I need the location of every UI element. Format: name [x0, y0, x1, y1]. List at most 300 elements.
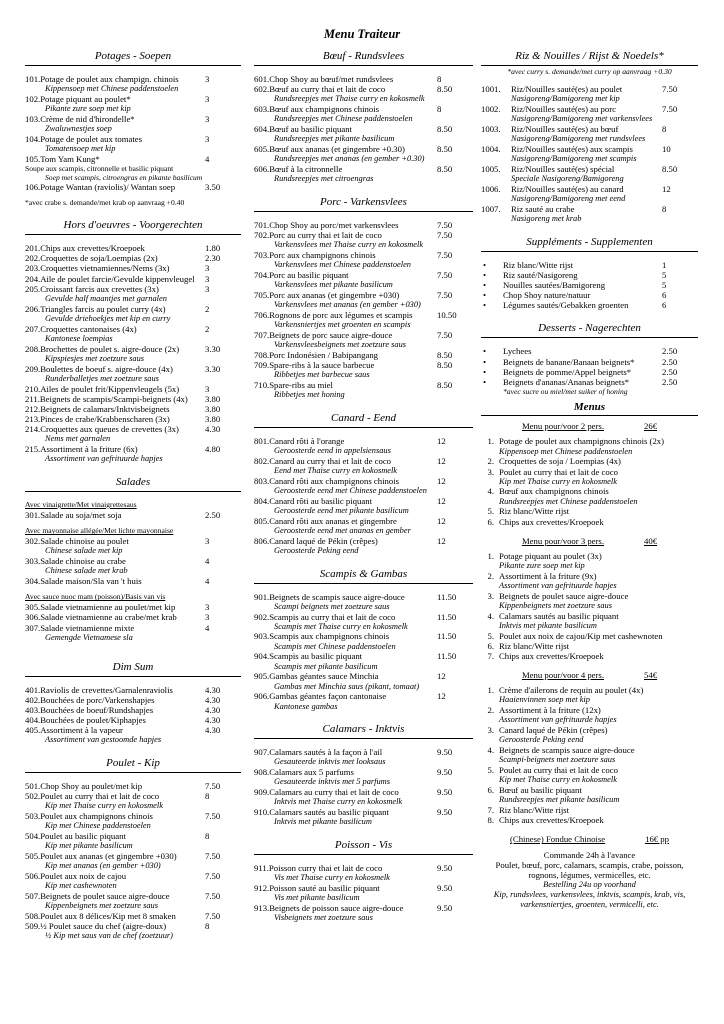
course-translation: Rundsreepjes met Chinese paddenstoelen — [499, 496, 638, 506]
item-number: 215. — [25, 444, 41, 455]
spacer — [481, 661, 698, 667]
item-number: 605. — [254, 144, 270, 155]
menu-item — [254, 144, 473, 154]
item-number: 906. — [254, 691, 270, 702]
item-translation: ½ Kip met saus van de chef (zoetzuur) — [45, 931, 173, 941]
menu-item — [254, 691, 473, 701]
item-price: 9.50 — [437, 903, 453, 914]
item-translation: Vis met pikante basilicum — [274, 893, 360, 903]
item-name: Croquettes aux queues de crevettes (3x) — [40, 424, 179, 435]
course-name: Croquettes de soja / Loempias (4x) — [499, 456, 621, 467]
item-number: 901. — [254, 591, 270, 602]
item-price: 12 — [662, 183, 671, 194]
menu-item — [25, 831, 241, 841]
menu-item — [25, 911, 241, 921]
item-name: Bouchées de boeuf/Rundshapjes — [40, 704, 154, 715]
item-price: 9.50 — [437, 883, 453, 894]
item-number: 805. — [254, 515, 270, 526]
item-translation: Geroosterde eend in appelsiensaus — [274, 446, 391, 456]
section-header: Canard - Eend — [254, 412, 473, 428]
item-price: 12 — [437, 515, 446, 526]
item-translation: Inktvis met pikante basilicum — [274, 817, 372, 827]
item-name: Chips aux crevettes/Kroepoek — [40, 243, 145, 254]
item-translation: Vis met Thaise curry en kokosmelk — [274, 873, 390, 883]
spacer — [481, 310, 698, 316]
menu-course — [481, 745, 698, 755]
course-name: Beignets de poulet sauce aigre-douce — [499, 590, 629, 601]
item-price: 4 — [205, 622, 210, 633]
menu-item — [254, 220, 473, 230]
item-number: 404. — [25, 715, 41, 725]
menu-item — [25, 274, 241, 284]
item-name: Bœuf à la citronnelle — [269, 163, 343, 174]
section-header: Hors d'oeuvres - Voorgerechten — [25, 219, 241, 235]
item-price: 4.30 — [205, 715, 221, 725]
section-header: Suppléments - Supplementen — [481, 236, 698, 252]
item-price: 7.50 — [205, 811, 221, 822]
menu-item — [254, 671, 473, 681]
item-name: Boulettes de boeuf s. aigre-douce (4x) — [40, 363, 173, 374]
item-price: 4.30 — [205, 424, 221, 435]
order-note-translation: Bestelling 24u op voorhand — [543, 879, 636, 889]
menu-item — [254, 651, 473, 661]
menu-item — [25, 94, 241, 104]
menus-title: Menus — [481, 402, 698, 416]
item-translation: Nasigoreng/Bamigoreng met scampis — [511, 154, 637, 164]
menu-course — [481, 631, 698, 641]
course-name: Chips aux crevettes/Kroepoek — [499, 651, 604, 661]
salad-base-label: Avec mayonnaise allégée/Met lichte mayonnaise — [25, 526, 174, 536]
item-name: Beignets de calamars/Inktvisbeignets — [40, 403, 170, 414]
item-number: 402. — [25, 694, 41, 705]
section-header: Scampis & Gambas — [254, 568, 473, 584]
menu-item — [25, 344, 241, 354]
spacer — [254, 827, 473, 833]
menu-item — [25, 304, 241, 314]
menu-course — [481, 685, 698, 695]
item-number: 1002. — [481, 103, 501, 114]
item-number: 804. — [254, 495, 270, 506]
item-translation: Rundsreepjes met ananas (en gember +0.30) — [274, 154, 425, 164]
menu-item — [254, 310, 473, 320]
item-price: 12 — [437, 475, 446, 486]
course-name: Poulet au curry thai et lait de coco — [499, 765, 618, 776]
menu-course — [481, 651, 698, 661]
bullet-item — [481, 270, 698, 280]
spacer — [25, 745, 241, 751]
item-translation: Kippensoep met Chinese paddenstoelen — [45, 84, 179, 94]
item-number: 903. — [254, 631, 270, 642]
menu-item — [25, 705, 241, 715]
item-translation: Geroosterde eend met pikante basilicum — [274, 505, 409, 515]
menu-item — [254, 807, 473, 817]
item-name: Spare-ribs au miel — [269, 379, 333, 390]
item-description: Soupe aux scampis, citronnelle et basilic piquant — [25, 163, 174, 173]
menu-course — [481, 805, 698, 815]
item-translation: Assortiment van gestoomde hapjes — [45, 735, 162, 745]
course-number: 1. — [487, 436, 494, 447]
menu-item — [254, 84, 473, 94]
item-number: 103. — [25, 113, 41, 124]
item-number: 212. — [25, 403, 41, 414]
item-price: 9.50 — [437, 747, 453, 758]
section-header: Poulet - Kip — [25, 757, 241, 773]
item-price: 4 — [205, 556, 210, 567]
item-name: Triangles farcis au poulet curry (4x) — [40, 303, 166, 314]
course-translation: Scampi-beignets met zoetzure saus — [499, 755, 616, 765]
menu-4-header — [481, 670, 698, 680]
item-name: Riz/Nouilles sauté(es) au bœuf — [511, 123, 619, 134]
menu-course — [481, 456, 698, 466]
course-name: Assortiment à la friture (9x) — [499, 570, 597, 581]
item-name: Potage Wantan (raviolis)/ Wantan soep — [40, 181, 176, 192]
item-price: 8.50 — [437, 379, 453, 390]
item-price: 3.30 — [205, 363, 221, 374]
item-number: 306. — [25, 612, 41, 623]
item-name: Scampis au curry thai et lait de coco — [269, 611, 396, 622]
item-translation: Visbeignets met zoetzure saus — [274, 913, 373, 923]
bullet-item — [481, 367, 698, 377]
menu-item — [25, 871, 241, 881]
course-translation: Inktvis met pikante basilicum — [499, 620, 597, 630]
menu-label: Menu pour/voor 2 pers. — [521, 421, 604, 432]
bullet: • — [483, 290, 487, 301]
order-note: Commande 24h à l'avance — [543, 849, 636, 860]
item-name: Spare-ribs à la sauce barbecue — [269, 359, 375, 370]
menu-item — [254, 164, 473, 174]
menu-item — [481, 204, 698, 214]
item-number: 708. — [254, 349, 270, 360]
item-price: 3.80 — [205, 403, 221, 414]
item-translation: Varkensvlees met Chinese paddenstoelen — [274, 260, 411, 270]
item-price: 3.30 — [205, 343, 221, 354]
item-translation: Scampi beignets met zoetzure saus — [274, 601, 390, 611]
item-price: 3.80 — [205, 393, 221, 404]
item-name: Aile de poulet farcie/Gevulde kippenvleugel — [40, 273, 195, 284]
item-translation: Nasigoreng/Bamigoreng met rundsvlees — [511, 134, 646, 144]
menu-item — [25, 576, 241, 586]
spacer — [25, 941, 241, 947]
item-name: Beignets de scampis sauce aigre-douce — [269, 591, 405, 602]
bullet: • — [483, 346, 487, 357]
menu-item — [481, 184, 698, 194]
bullet: • — [483, 279, 487, 290]
menu-item — [254, 380, 473, 390]
menu-item — [25, 182, 241, 192]
item-translation: Tomatensoep met kip — [45, 144, 116, 154]
column-right — [481, 50, 698, 909]
item-name: Salade chinoise au crabe — [40, 556, 126, 567]
course-name: Riz blanc/Witte rijst — [499, 506, 570, 517]
item-price: 7.50 — [437, 250, 453, 261]
item-price: 3 — [205, 383, 210, 394]
bullet-item — [481, 290, 698, 300]
course-translation: Haaienvinnen soep met kip — [499, 695, 590, 705]
item-number: 214. — [25, 424, 41, 435]
item-translation: Varkensniertjes met groenten en scampis — [274, 320, 411, 330]
item-number: 203. — [25, 263, 41, 274]
course-number: 2. — [487, 705, 494, 716]
item-price: 2.50 — [662, 366, 678, 377]
page-title: Menu Traiteur — [323, 27, 401, 41]
item-number: 305. — [25, 602, 41, 613]
menu-item — [254, 270, 473, 280]
item-name: Beignets de pomme/Appel beignets* — [503, 366, 632, 377]
bullet-item — [481, 300, 698, 310]
item-number: 504. — [25, 831, 41, 842]
item-price: 2.50 — [205, 510, 221, 521]
item-price: 4.80 — [205, 444, 221, 455]
item-name: Canard rôti aux champignons chinois — [269, 475, 400, 486]
item-number: 206. — [25, 303, 41, 314]
item-price: 4 — [205, 576, 210, 587]
item-translation: Gambas met Minchia saus (pikant, tomaat) — [274, 681, 420, 691]
item-price: 12 — [437, 435, 446, 446]
item-price: 7.50 — [437, 269, 453, 280]
menu-item — [254, 612, 473, 622]
item-price: 2 — [205, 323, 210, 334]
item-price: 12 — [437, 535, 446, 546]
item-number: 905. — [254, 671, 270, 682]
item-name: Bœuf aux champignons chinois — [269, 104, 379, 115]
menu-item — [254, 787, 473, 797]
item-translation: Gesauteerde inktvis met 5 parfums — [274, 777, 390, 787]
item-name: Potage de poulet aux tomates — [40, 133, 143, 144]
menu-course — [481, 486, 698, 496]
section-header: Dim Sum — [25, 661, 241, 677]
item-translation: Scampis met pikante basilicum — [274, 661, 378, 671]
course-name: Chips aux crevettes/Kroepoek — [499, 815, 604, 826]
item-price: 3 — [205, 283, 210, 294]
spacer — [25, 207, 241, 213]
course-name: Bœuf aux champignons chinois — [499, 486, 609, 497]
item-name: Porc aux ananas (et gingembre +030) — [269, 289, 400, 300]
item-translation: Speciale Nasigoreng/Bamigoreng — [511, 173, 624, 183]
menu-item — [254, 360, 473, 370]
spacer — [481, 527, 698, 533]
menu-item — [25, 602, 241, 612]
item-translation: Ribbetjes met honing — [274, 390, 345, 400]
bullet-item — [481, 377, 698, 387]
menu-item — [25, 695, 241, 705]
item-price: 1.80 — [205, 243, 221, 254]
menu-item — [254, 436, 473, 446]
menu-2-header — [481, 421, 698, 431]
course-number: 1. — [487, 685, 494, 696]
item-number: 106. — [25, 181, 41, 192]
item-name: Calamars sautés au basilic piquant — [269, 807, 389, 818]
item-name: Porc Indonésien / Babipangang — [269, 349, 379, 360]
item-price: 8 — [205, 921, 210, 932]
item-number: 803. — [254, 475, 270, 486]
menu-3-header — [481, 536, 698, 546]
bullet: • — [483, 300, 487, 311]
course-name: Calamars sautés au basilic piquant — [499, 610, 619, 621]
item-translation: Runderballetjes met zoetzure saus — [45, 373, 159, 383]
menu-item — [25, 444, 241, 454]
item-name: Rognons de porc aux légumes et scampis — [269, 309, 413, 320]
item-translation: Varkensvlees met Thaise curry en kokosmelk — [274, 240, 424, 250]
item-translation: Chinese salade met krab — [45, 566, 128, 576]
item-name: Bœuf au curry thai et lait de coco — [269, 84, 386, 95]
item-name: Beignets d'ananas/Ananas beignets* — [503, 376, 630, 387]
item-number: 1001. — [481, 84, 501, 94]
bullet-item — [481, 357, 698, 367]
item-number: 704. — [254, 269, 270, 280]
menu-price: 40€ — [644, 535, 658, 546]
item-number: 201. — [25, 243, 41, 254]
item-price: 7.50 — [662, 103, 678, 114]
item-number: 213. — [25, 413, 41, 424]
item-price: 2.50 — [662, 376, 678, 387]
item-number: 307. — [25, 622, 41, 633]
item-price: 8.50 — [437, 144, 453, 155]
menu-item — [254, 74, 473, 84]
item-price: 10 — [662, 143, 671, 154]
item-price: 8.50 — [437, 163, 453, 174]
spacer — [25, 464, 241, 470]
item-price: 4.30 — [205, 694, 221, 705]
item-name: Riz blanc/Witte rijst — [503, 259, 574, 270]
menu-item — [25, 612, 241, 622]
item-name: Salade vietnamienne au crabe/met krab — [40, 612, 177, 623]
item-translation: Eend met Thaise curry en kokosmelk — [274, 465, 398, 475]
item-translation: Kip met cashewnoten — [45, 881, 117, 891]
item-number: 603. — [254, 104, 270, 115]
item-name: Poulet aux champignons chinois — [40, 811, 153, 822]
item-name: Raviolis de crevettes/Garnalenraviolis — [40, 684, 173, 695]
item-number: 709. — [254, 359, 270, 370]
menu-item — [25, 781, 241, 791]
menu-item — [25, 725, 241, 735]
menu-item — [25, 623, 241, 633]
item-name: Scampis aux champignons chinois — [269, 631, 390, 642]
spacer — [254, 184, 473, 190]
item-name: Potage de poulet aux champign. chinois — [40, 74, 179, 84]
section-header: Calamars - Inktvis — [254, 723, 473, 739]
item-number: 710. — [254, 379, 270, 390]
menu-item — [254, 496, 473, 506]
menu-item — [254, 747, 473, 757]
item-price: 8.50 — [437, 124, 453, 135]
item-number: 502. — [25, 791, 41, 802]
item-translation: Nasigoreng/Bamigoreng met kip — [511, 94, 620, 104]
item-translation: Rundsreepjes met pikante basilicum — [274, 134, 395, 144]
course-name: Potage de poulet aux champignons chinois (2x) — [499, 436, 665, 447]
item-number: 208. — [25, 343, 41, 354]
item-name: Canard rôti à l'orange — [269, 435, 345, 446]
course-number: 7. — [487, 805, 494, 816]
course-number: 5. — [487, 506, 494, 517]
section-header: Porc - Varkensvlees — [254, 196, 473, 212]
item-price: 8 — [437, 74, 442, 84]
menu-item — [25, 243, 241, 253]
item-price: 7.50 — [205, 781, 221, 792]
item-number: 202. — [25, 253, 41, 264]
item-price: 7.50 — [205, 871, 221, 882]
item-number: 209. — [25, 363, 41, 374]
item-price: 2 — [205, 303, 210, 314]
item-number: 1005. — [481, 163, 501, 174]
item-price: 9.50 — [437, 807, 453, 818]
menu-item — [25, 263, 241, 273]
item-price: 3.50 — [205, 181, 221, 192]
menu-item — [25, 134, 241, 144]
menu-item — [254, 903, 473, 913]
item-translation: Scampis met Thaise curry en kokosmelk — [274, 621, 408, 631]
menu-item — [254, 883, 473, 893]
item-name: Tom Yam Kung* — [40, 153, 100, 164]
item-price: 7.50 — [205, 910, 221, 921]
menu-item — [25, 114, 241, 124]
section-header: Bœuf - Rundsvlees — [254, 50, 473, 66]
menu-course — [481, 436, 698, 446]
spacer — [254, 923, 473, 929]
item-name: Porc au basilic piquant — [269, 269, 349, 280]
menu-item — [25, 811, 241, 821]
column-left — [25, 50, 241, 947]
menu-item — [254, 476, 473, 486]
course-number: 3. — [487, 590, 494, 601]
item-number: 501. — [25, 781, 41, 792]
item-name: Beignets de porc sauce aigre-douce — [269, 329, 393, 340]
item-translation: Rundsreepjes met citroengras — [274, 174, 374, 184]
item-name: Croquettes de soja/Loempias (2x) — [40, 253, 158, 264]
menu-course — [481, 611, 698, 621]
menu-item — [254, 124, 473, 134]
menu-item — [25, 384, 241, 394]
item-price: 8.50 — [437, 349, 453, 360]
item-price: 8.50 — [662, 163, 678, 174]
menu-label: Menu pour/voor 3 pers. — [521, 535, 604, 546]
fondue-header — [481, 834, 698, 844]
course-name: Assortiment à la friture (12x) — [499, 705, 601, 716]
item-number: 503. — [25, 811, 41, 822]
course-translation: Kip met Thaise curry en kokosmelk — [499, 476, 617, 486]
menu-item — [25, 791, 241, 801]
course-name: Canard laqué de Pékin (crêpes) — [499, 725, 608, 736]
item-number: 802. — [254, 455, 270, 466]
item-number: 602. — [254, 84, 270, 95]
item-number: 1007. — [481, 203, 501, 214]
item-number: 707. — [254, 329, 270, 340]
item-number: 601. — [254, 74, 270, 84]
item-name: Poulet aux ananas (et gingembre +030) — [40, 851, 177, 862]
section-header: Riz & Nouilles / Rijst & Noedels* — [481, 50, 698, 66]
item-number: 211. — [25, 393, 40, 404]
menu-course — [481, 467, 698, 477]
menu-item — [25, 921, 241, 931]
item-number: 801. — [254, 435, 270, 446]
item-price: 4.30 — [205, 684, 221, 695]
order-note: Poulet, bœuf, porc, calamars, scampis, crabe, poisson, — [495, 859, 684, 870]
item-name: Ailes de poulet frit/Kippenvleugels (5x) — [40, 383, 180, 394]
item-translation: Nems met garnalen — [45, 434, 111, 444]
item-description-translation: Soep met scampis, citroengras en pikante basilicum — [45, 172, 203, 182]
bullet-item — [481, 280, 698, 290]
menu-course — [481, 725, 698, 735]
item-translation: Assortiment van gefrituurde hapjes — [45, 454, 163, 464]
item-name: Bouchées de porc/Varkenshapjes — [40, 694, 155, 705]
menu-item — [254, 250, 473, 260]
menu-item — [25, 414, 241, 424]
menu-item — [481, 124, 698, 134]
item-number: 303. — [25, 556, 41, 567]
course-translation: Geroosterde Peking eend — [499, 735, 584, 745]
item-number: 102. — [25, 93, 41, 104]
course-number: 2. — [487, 570, 494, 581]
menu-item — [25, 284, 241, 294]
